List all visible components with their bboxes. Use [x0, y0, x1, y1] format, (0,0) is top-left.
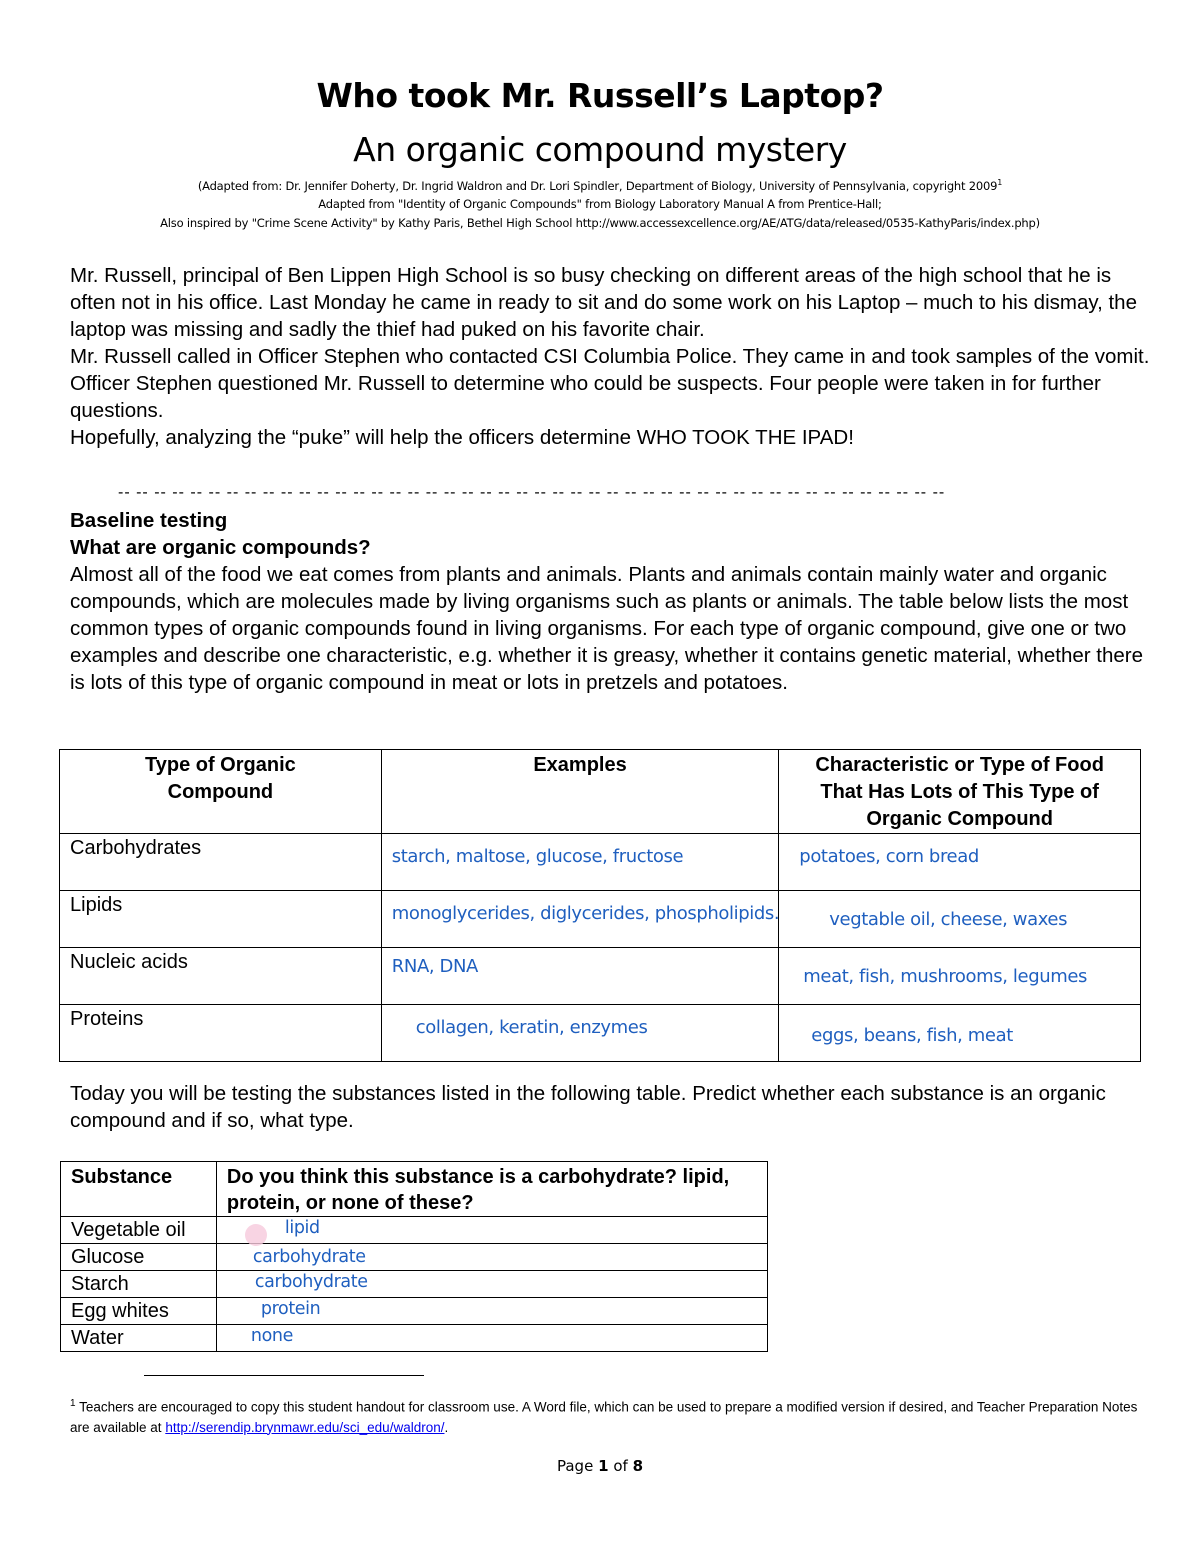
handwritten-answer: carbohydrate [254, 1272, 368, 1292]
footnote-marker: 1 [70, 1398, 76, 1409]
characteristic-cell[interactable] [779, 1005, 1141, 1062]
page-title: Who took Mr. Russell’s Laptop? [316, 76, 884, 115]
handwritten-answer: RNA, DNA [391, 956, 478, 977]
footnote-text: Teachers are encouraged to copy this student handout for classroom use. A Word file, which can be used to prepare a modified version if desired, and Teacher Preparation Notes are available at [70, 1399, 1138, 1435]
table-row [60, 1005, 1141, 1062]
examples-cell[interactable] [381, 834, 779, 891]
credit-line-3: Also inspired by "Crime Scene Activity" by Kathy Paris, Bethel High School http://www.accessexcellence.org/AE/ATG/data/released/0535-KathyParis/index.php) [160, 216, 1040, 230]
testing-intro: Today you will be testing the substances listed in the following table. Predict whether each substance is an organic compound and if so, what type. [70, 1082, 1106, 1132]
handwritten-answer: vegtable oil, cheese, waxes [829, 909, 1068, 930]
table-row [60, 834, 1141, 891]
credit-line-1-text: (Adapted from: Dr. Jennifer Doherty, Dr. Ingrid Waldron and Dr. Lori Spindler, Department of Biology, University of Pennsylvania, copyright 2009 [197, 178, 998, 193]
characteristic-cell[interactable] [779, 948, 1141, 1005]
compound-type-cell: Nucleic acids [60, 948, 382, 1005]
handwritten-answer: meat, fish, mushrooms, legumes [803, 966, 1088, 987]
handwritten-answer: carbohydrate [252, 1247, 366, 1267]
compound-type-cell: Carbohydrates [60, 834, 382, 891]
prediction-cell[interactable] [216, 1298, 767, 1325]
page-number [0, 1457, 1200, 1475]
table-header-substance: Substance [61, 1162, 217, 1217]
substance-cell: Vegetable oil [61, 1217, 217, 1244]
highlight-dot [245, 1224, 267, 1246]
handwritten-answer: lipid [284, 1218, 320, 1238]
table-header-prediction: Do you think this substance is a carbohydrate? lipid, protein, or none of these? [216, 1162, 767, 1217]
table-header-characteristic: Characteristic or Type of Food That Has Lots of This Type of Organic Compound [779, 750, 1141, 834]
story-paragraph-1: Mr. Russell, principal of Ben Lippen High School is so busy checking on different areas of the high school that he is often not in his office. Last Monday he came in ready to sit and do some work on his Laptop – much to his dismay, the laptop was missing and sadly the thief had puked on his favorite chair. [70, 264, 1137, 341]
prediction-cell[interactable] [216, 1217, 767, 1244]
table-row [61, 1244, 768, 1271]
handwritten-answer: collagen, keratin, enzymes [415, 1017, 648, 1038]
examples-cell[interactable] [381, 891, 779, 948]
substance-cell: Water [61, 1325, 217, 1352]
table-header-examples: Examples [381, 750, 779, 834]
page-label: Page [556, 1457, 594, 1475]
baseline-subheading: What are organic compounds? [70, 536, 371, 559]
prediction-table [60, 1161, 768, 1352]
baseline-section [70, 507, 1150, 696]
characteristic-cell[interactable] [779, 891, 1141, 948]
table-row [61, 1271, 768, 1298]
handwritten-answer: potatoes, corn bread [799, 846, 979, 867]
table-row [61, 1298, 768, 1325]
footnote-end: . [444, 1419, 449, 1435]
table-row [61, 1217, 768, 1244]
story-paragraph-3: Hopefully, analyzing the “puke” will help the officers determine WHO TOOK THE IPAD! [70, 426, 854, 449]
handwritten-answer: protein [260, 1299, 321, 1319]
compound-type-cell: Proteins [60, 1005, 382, 1062]
page-of: of [613, 1457, 628, 1475]
baseline-body: Almost all of the food we eat comes from plants and animals. Plants and animals contain mainly water and organic compounds, which are molecules made by living organisms such as plants or animals. The table below lists the most common types of organic compounds found in living organisms. For each type of organic compound, give one or two examples and describe one characteristic, e.g. whether it is greasy, whether it contains genetic material, whether there is lots of this type of organic compound in meat or lots in pretzels and potatoes. [70, 563, 1143, 694]
footnote-link[interactable]: http://serendip.brynmawr.edu/sci_edu/waldron/ [165, 1419, 445, 1435]
page-subtitle: An organic compound mystery [353, 130, 847, 169]
story-paragraph-2: Mr. Russell called in Officer Stephen who contacted CSI Columbia Police. They came in and took samples of the vomit. Officer Stephen questioned Mr. Russell to determine who could be suspects. Four people were taken in for further questions. [70, 345, 1150, 422]
examples-cell[interactable] [381, 948, 779, 1005]
handwritten-answer: starch, maltose, glucose, fructose [391, 846, 684, 867]
table-header-type: Type of Organic Compound [60, 750, 382, 834]
footnote-separator [144, 1375, 424, 1376]
credit-line-2: Adapted from "Identity of Organic Compounds" from Biology Laboratory Manual A from Prentice-Hall; [318, 197, 882, 211]
handwritten-answer: none [250, 1326, 293, 1346]
page-current: 1 [598, 1457, 609, 1475]
table-row [60, 891, 1141, 948]
substance-cell: Glucose [61, 1244, 217, 1271]
section-divider: -- -- -- -- -- -- -- -- -- -- -- -- -- -- -- -- -- -- -- -- -- -- -- -- -- -- -- -- -- -- -- -- -- -- -- -- -- -- -- -- -- -- -- -- -- -- [118, 484, 946, 501]
handwritten-answer: eggs, beans, fish, meat [811, 1025, 1013, 1046]
footnote [70, 1394, 1150, 1438]
table-row [61, 1325, 768, 1352]
credit-line-1 [0, 178, 1200, 193]
handwritten-answer: monoglycerides, diglycerides, phospholipids. [391, 903, 780, 924]
page-total: 8 [632, 1457, 643, 1475]
examples-cell[interactable] [381, 1005, 779, 1062]
table-row [60, 948, 1141, 1005]
baseline-heading: Baseline testing [70, 509, 228, 532]
characteristic-cell[interactable] [779, 834, 1141, 891]
compound-type-cell: Lipids [60, 891, 382, 948]
credit-footnote-marker: 1 [997, 178, 1003, 187]
story-section [70, 262, 1150, 451]
organic-compound-table [59, 749, 1141, 1062]
prediction-cell[interactable] [216, 1244, 767, 1271]
prediction-cell[interactable] [216, 1325, 767, 1352]
substance-cell: Starch [61, 1271, 217, 1298]
prediction-cell[interactable] [216, 1271, 767, 1298]
substance-cell: Egg whites [61, 1298, 217, 1325]
